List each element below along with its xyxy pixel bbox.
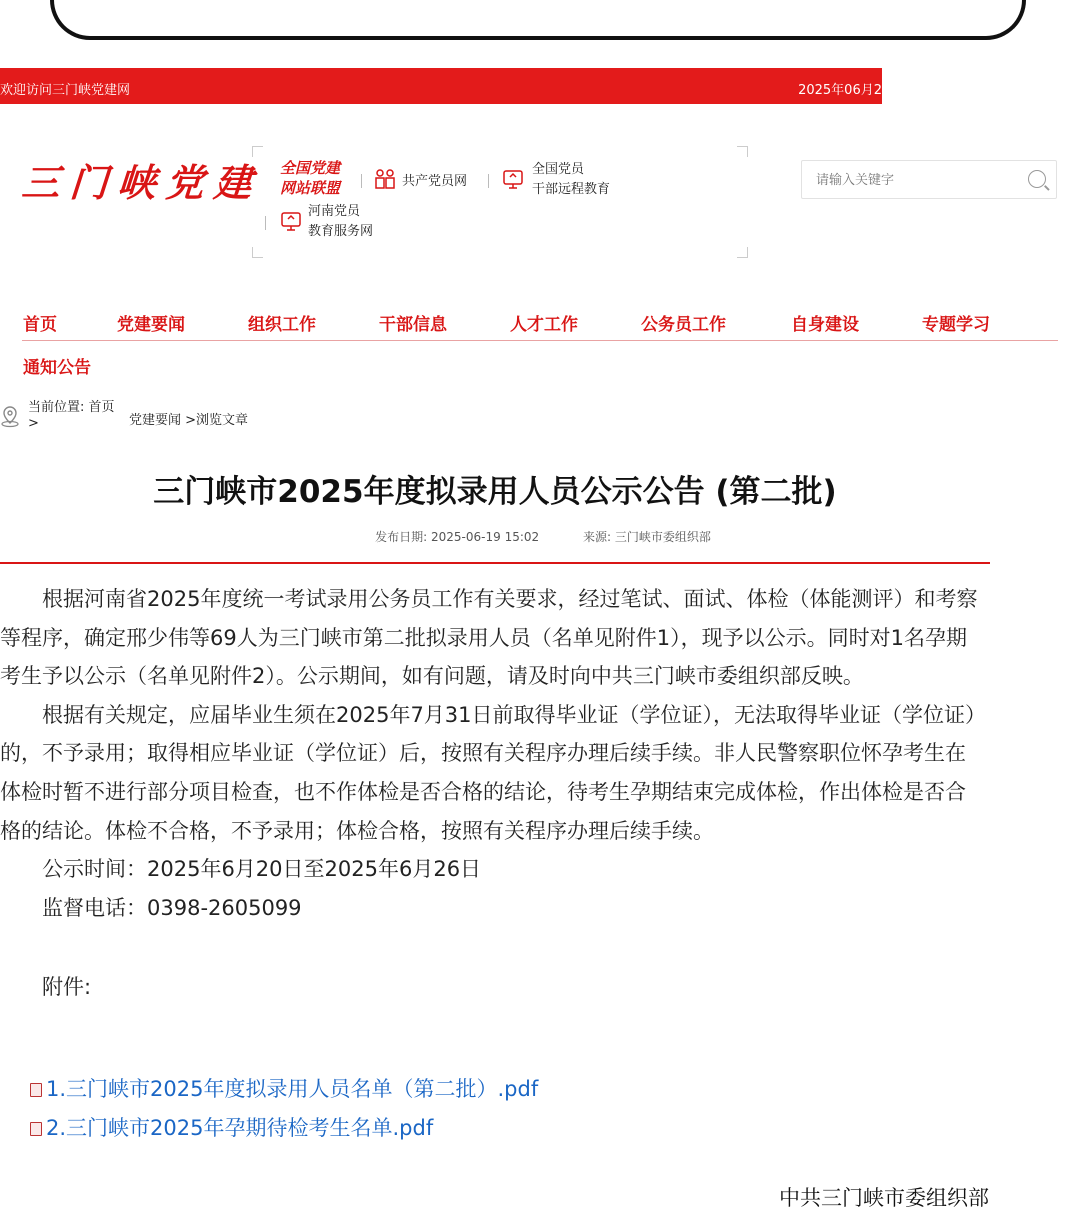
search-icon[interactable] [1028,170,1046,188]
nav-notices[interactable]: 通知公告 [23,358,91,378]
alliance-link-remote-education[interactable] [532,160,610,200]
address-bar[interactable] [50,0,1026,40]
attachment-name: 2.三门峡市2025年孕期待检考生名单.pdf [46,1116,434,1140]
attachment-link-1[interactable] [30,1073,538,1103]
breadcrumb-path[interactable]: 党建要闻 >浏览文章 [129,413,249,428]
publish-date: 发布日期: 2025-06-19 15:02 [375,530,540,544]
divider [265,216,266,230]
monitor-icon [280,210,302,237]
article-meta [0,528,1079,545]
nav-topic-study[interactable]: 专题学习 [922,315,990,335]
paragraph: 根据河南省2025年度统一考试录用公务员工作有关要求，经过笔试、面试、体检（体能测评）和考察等程序，确定邢少伟等69人为三门峡市第二批拟录用人员（名单见附件1），现予以公示。同时对1名孕期考生予以公示（名单见附件2）。公示期间，如有问题，请及时向中共三门峡市委组织部反映。 [0,587,978,689]
divider [488,174,489,188]
pdf-icon [30,1122,42,1136]
search-box [801,160,1057,199]
paragraph: 根据有关规定，应届毕业生须在2025年7月31日前取得毕业证（学位证），无法取得毕业证（学位证）的，不予录用；取得相应毕业证（学位证）后，按照有关程序办理后续手续。非人民警察职位怀孕考生在体检时暂不进行部分项目检查，也不作体检是否合格的结论，待考生孕期结束完成体检，作出体检是否合格的结论。体检不合格，不予录用；体检合格，按照有关程序办理后续手续。 [0,702,976,843]
divider [361,174,362,188]
alliance-title: 全国党建网站联盟 [280,159,341,197]
alliance-link-henan-education[interactable] [308,202,373,242]
nav-organization[interactable]: 组织工作 [248,315,316,335]
nav-self-building[interactable]: 自身建设 [791,315,859,335]
breadcrumb-label: 当前位置: 首页> [28,400,115,431]
link-line-2: 教育服务网 [308,224,374,239]
monitor-icon [502,168,524,195]
welcome-text: 欢迎访问三门峡党建网 [0,83,131,98]
paragraph: 公示时间：2025年6月20日至2025年6月26日 [42,857,482,882]
alliance-link-cpc-member[interactable]: 共产党员网 [402,174,468,189]
nav-civil-servant[interactable]: 公务员工作 [641,315,726,335]
paragraph: 监督电话：0398-2605099 [42,895,302,920]
article-divider [0,562,990,564]
location-pin-icon [0,406,18,424]
nav-party-news[interactable]: 党建要闻 [117,315,185,335]
nav-home[interactable]: 首页 [23,315,57,335]
nav-talent[interactable]: 人才工作 [510,315,578,335]
alliance-links-box [252,146,748,258]
attachment-link-2[interactable] [30,1112,433,1142]
top-banner [0,68,882,104]
attachment-name: 1.三门峡市2025年度拟录用人员名单（第二批）.pdf [46,1077,539,1101]
date-text: 2025年06月2 [798,83,882,98]
pdf-icon [30,1083,42,1097]
signature: 中共三门峡市委组织部 [779,1186,989,1210]
article-title: 三门峡市2025年度拟录用人员公示公告 (第二批) [153,474,837,510]
site-logo[interactable]: 三门峡党建 [20,160,264,205]
article-source: 来源: 三门峡市委组织部 [582,530,711,544]
link-line-1: 河南党员 [308,204,361,219]
nav-cadre-info[interactable]: 干部信息 [379,315,447,335]
nav-divider [22,340,1058,341]
link-line-2: 干部远程教育 [532,182,611,197]
search-input[interactable] [816,170,1016,190]
attachments-label: 附件: [42,974,92,999]
article-body [0,580,985,1007]
link-line-1: 全国党员 [532,162,585,177]
people-icon [374,168,396,195]
